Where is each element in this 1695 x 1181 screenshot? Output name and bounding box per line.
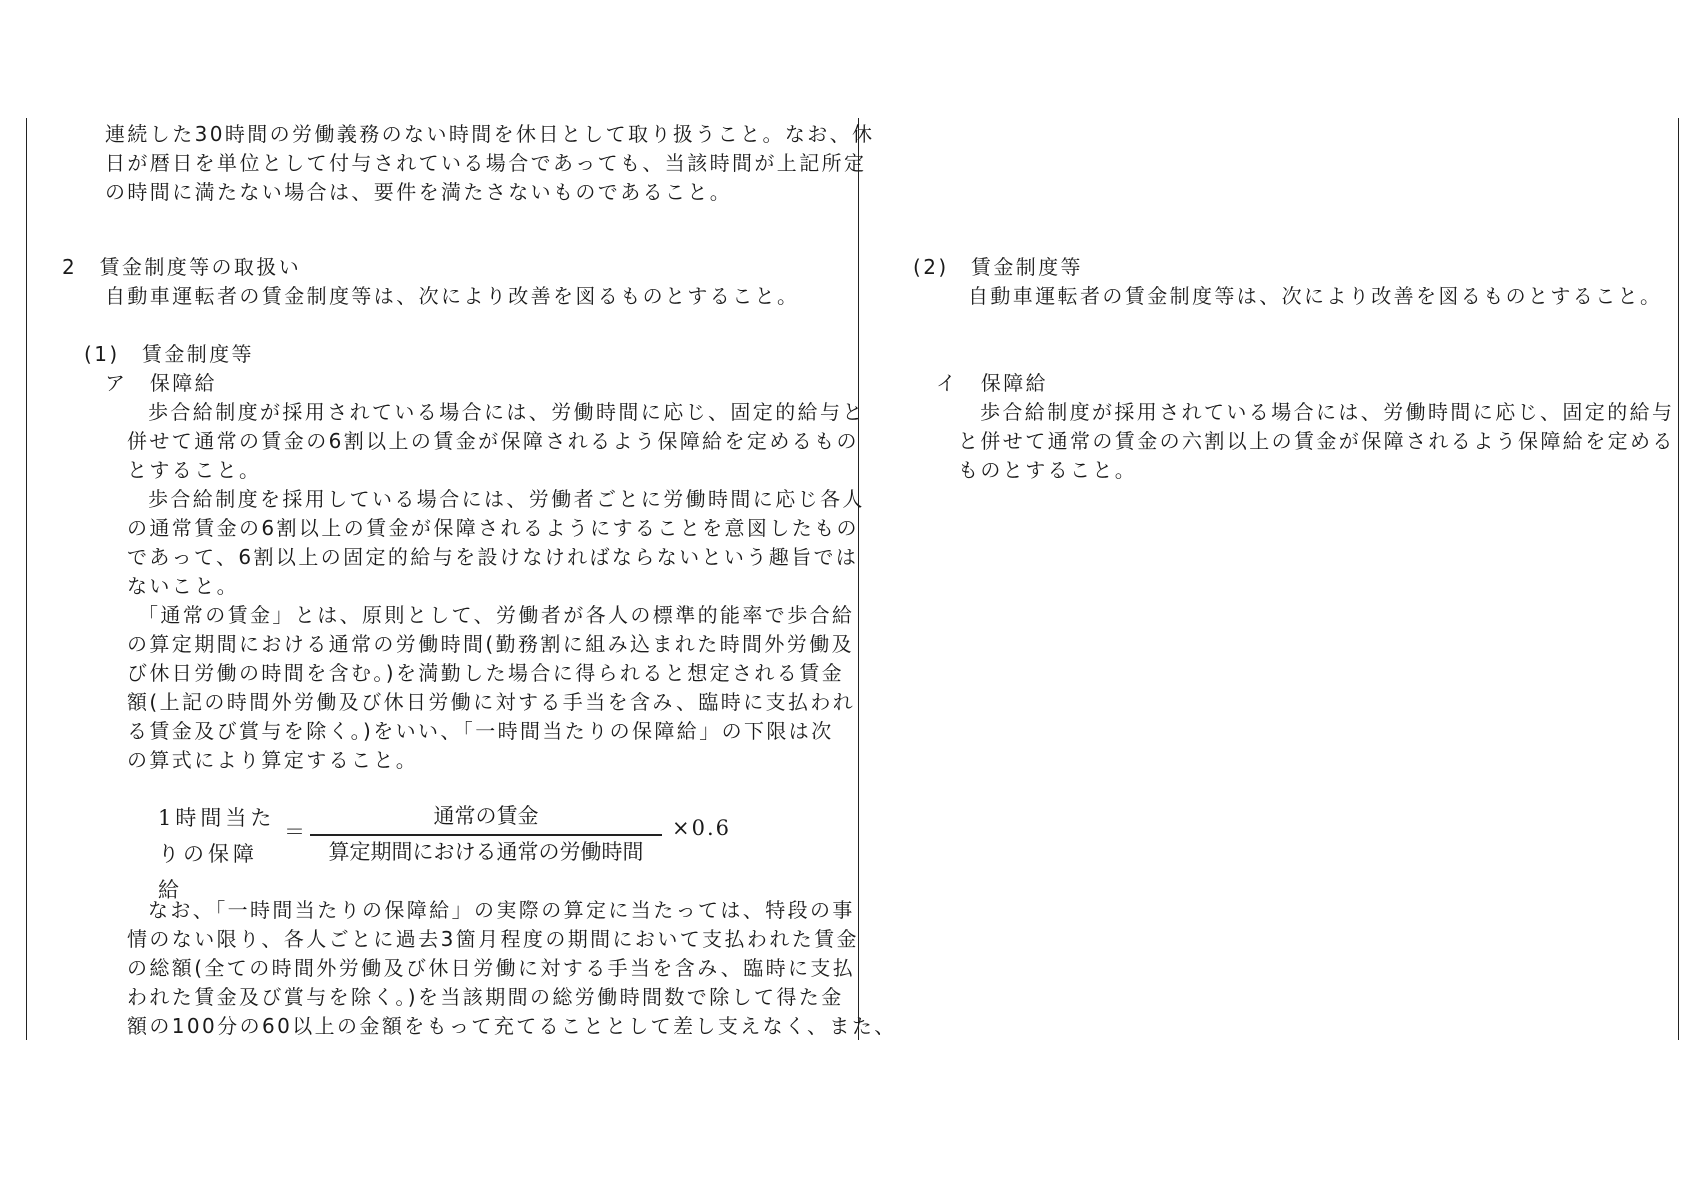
- intro-line: 連続した30時間の労働義務のない時間を休日として取り扱うこと。なお、休: [105, 122, 875, 146]
- formula-denominator: 算定期間における通常の労働時間: [328, 840, 644, 864]
- paragraph-line: われた賃金及び賞与を除く。)を当該期間の総労働時間数で除して得た金: [127, 985, 844, 1009]
- formula-numerator: 通常の賃金: [433, 804, 539, 828]
- guaranteed-pay-formula: [158, 800, 748, 902]
- paragraph-line: 併せて通常の賃金の6割以上の賃金が保障されるよう保障給を定めるもの: [127, 429, 859, 453]
- subsection-heading: (1) 賃金制度等: [84, 342, 254, 366]
- paragraph-line: の総額(全ての時間外労働及び休日労働に対する手当を含み、臨時に支払: [127, 956, 856, 980]
- paragraph-line: る賃金及び賞与を除く。)をいい、「一時間当たりの保障給」の下限は次: [127, 719, 834, 743]
- item-heading: ア 保障給: [105, 371, 217, 395]
- section-heading: 2 賃金制度等の取扱い: [62, 255, 302, 279]
- paragraph-line: 額の100分の60以上の金額をもって充てることとして差し支えなく、また、: [127, 1014, 897, 1038]
- paragraph-line: 歩合給制度が採用されている場合には、労働時間に応じ、固定的給与: [980, 400, 1675, 424]
- paragraph-line: と併せて通常の賃金の六割以上の賃金が保障されるよう保障給を定める: [958, 429, 1675, 453]
- right-border-rule: [1678, 118, 1679, 1040]
- paragraph-line: ものとすること。: [958, 458, 1138, 482]
- paragraph-line: 情のない限り、各人ごとに過去3箇月程度の期間において支払われた賃金: [127, 927, 859, 951]
- paragraph-line: の算定期間における通常の労働時間(勤務割に組み込まれた時間外労働及: [127, 632, 855, 656]
- paragraph-line: 歩合給制度が採用されている場合には、労働時間に応じ、固定的給与と: [148, 400, 865, 424]
- intro-line: 日が暦日を単位として付与されている場合であっても、当該時間が上記所定: [105, 151, 867, 175]
- formula-lhs-line: りの保障給: [158, 842, 258, 902]
- paragraph-line: び休日労働の時間を含む。)を満勤した場合に得られると想定される賃金: [127, 661, 845, 685]
- paragraph-line: の算式により算定すること。: [127, 748, 419, 772]
- section-lead: 自動車運転者の賃金制度等は、次により改善を図るものとすること。: [105, 284, 800, 308]
- formula-equals: ＝: [284, 820, 305, 844]
- formula-lhs: [158, 800, 282, 908]
- paragraph-line: の通常賃金の6割以上の賃金が保障されるようにすることを意図したもの: [127, 516, 859, 540]
- intro-line: の時間に満たない場合は、要件を満たさないものであること。: [105, 180, 733, 204]
- paragraph-line: ないこと。: [127, 574, 239, 598]
- left-border-rule: [26, 118, 27, 1040]
- item-heading: イ 保障給: [936, 371, 1048, 395]
- formula-lhs-line: 1時間当た: [158, 806, 276, 830]
- paragraph-line: 「通常の賃金」とは、原則として、労働者が各人の標準的能率で歩合給: [138, 603, 855, 627]
- paragraph-line: 額(上記の時間外労働及び休日労働に対する手当を含み、臨時に支払われ: [127, 690, 856, 714]
- formula-multiplier: ×0.6: [672, 816, 731, 840]
- center-divider-rule: [858, 118, 859, 1040]
- paragraph-line: なお、「一時間当たりの保障給」の実際の算定に当たっては、特段の事: [148, 898, 855, 922]
- paragraph-line: とすること。: [127, 458, 262, 482]
- paragraph-line: であって、6割以上の固定的給与を設けなければならないという趣旨では: [127, 545, 859, 569]
- subsection-lead: 自動車運転者の賃金制度等は、次により改善を図るものとすること。: [968, 284, 1663, 308]
- subsection-heading: (2) 賃金制度等: [913, 255, 1083, 279]
- paragraph-line: 歩合給制度を採用している場合には、労働者ごとに労働時間に応じ各人: [148, 487, 865, 511]
